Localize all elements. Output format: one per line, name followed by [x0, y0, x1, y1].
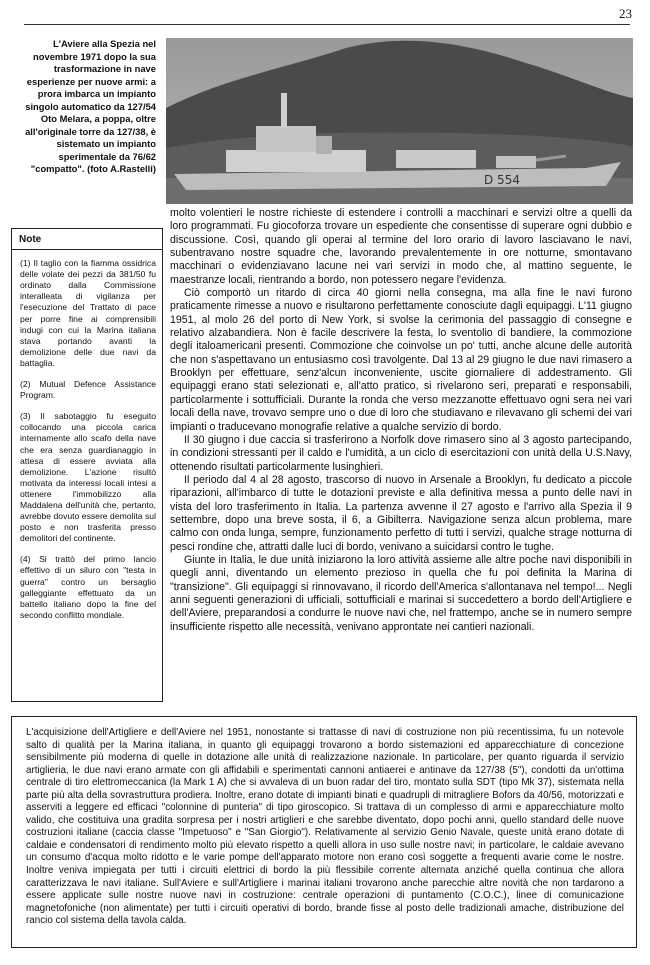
note-4: (4) Si trattò del primo lancio effettivo di un siluro con "testa in guerra" contro un bersaglio galleggiante effettuato da un battello italiano dopo la fine del secondo conflitto mondiale. [20, 554, 156, 620]
note-2: (2) Mutual Defence Assistance Program. [20, 379, 156, 401]
notes-box [11, 228, 163, 702]
main-text [170, 207, 632, 634]
paragraph: Il periodo dal 4 al 28 agosto, trascorso di nuovo in Arsenale a Brooklyn, fu dedicato a piccole riparazioni, all'imbarco di tutte le dotazioni previste e alla definitiva messa a punto delle navi in vista del loro trasferimento in Italia. La partenza avvenne il 27 agosto e l'arrivo alla Spezia il 9 settembre, dopo una breve sosta, il 6, a Gibilterra. Navigazione senza alcun problema, mare calmo con onda lunga, sempre, funzionamento perfetto di tutti i servizi, qualche strage notturna di pesci rondine che, attratti dalle luci di bordo, venivano a suicidarsi contro le tughe. [170, 473, 632, 553]
box-text: L'acquisizione dell'Artigliere e dell'Aviere nel 1951, nonostante si trattasse di navi di costruzione non più recentissima, fu un notevole salto di qualità per la Marina italiana, in quanto gli equipaggi trovarono a bordo sistemazioni ed apparecchiature di concezione sensibilmente più moderna di quelle in dotazione alle unità di realizzazione nazionale. In particolare, per quanto riguarda il servizio artiglieria, le due navi erano armate con gli affidabili e sperimentati cannoni antiaerei e antinave da 127/38 (5"), condotti da un'ottima centrale di tiro elettromeccanica (la Mark 1 A) che si avvaleva di un buon radar del tiro, montato sulla SDT (tipo Mk 37), sistemata nella parte più alta della sovrastruttura prodiera. Inoltre, erano dotate di impianti binati e quadrupli di mitragliere Bofors da 40/56, motorizzati e asserviti a leggere ed efficaci "colonnine di punteria" di tipo giroscopico. Si trattava di un complesso di armi e apparecchiature molto valido, che costituiva una gradita sorpresa per i nostri artiglieri e che sarebbe diventato, dopo pochi anni, quello standard delle nuove costruzioni italiane (caccia classe "Impetuoso" e "San Giorgio"). Relativamente al servizio Genio Navale, queste unità erano dotate di caldaie e condensatori di rendimento molto più elevato rispetto a quelli allora in uso sulle nostre navi; in particolare, le caldaie avevano un consumo d'acqua molto ridotto e le varie pompe dell'apparato motore non erano così soggette a frequenti avarie come le nostre. Inoltre veniva impiegata per tutti i circuiti elettrici di bordo la più flessibile corrente alternata anziché quella continua che allora caratterizzava le navi italiane. Sull'Aviere e sull'Artigliere i marinai italiani trovarono anche parecchie altre novità che non tardarono a essere applicate sulle nostre nuove navi in costruzione: centrale operazioni di puntamento (C.O.C.), linee di comunicazione magnetofoniche (non alimentate) per tutti i circuiti operativi di bordo, brande fisse al posto delle tradizionali amache, distribuzione del rancio col sistema della tavola calda. [26, 727, 624, 927]
paragraph: Giunte in Italia, le due unità iniziarono la loro attività assieme alle altre poche navi disponibili in quegli anni, diventando un elemento prezioso in quella che fu poi definita la Marina di "transizione". Gli equipaggi si rinnovavano, il ricordo dell'America s'allontanava nel tempo!... Negli anni seguenti generazioni di ufficiali, sottufficiali e marinai si succedettero a bordo dell'Artigliere e dell'Aviere, preparandosi a condurre le nuove navi che, nel frattempo, anche se in numero sempre insufficiente rispetto alle necessità, venivano approntate nei cantieri nazionali. [170, 553, 632, 633]
note-1: (1) Il taglio con la fiamma ossidrica delle volate dei pezzi da 381/50 fu ordinato dalla Commissione interalleata di vigilanza per l'esecuzione del Trattato di pace per porre fine ai comprensibili indugi con cui la Marina italiana stava portando avanti la demolizione delle due navi da battaglia. [20, 258, 156, 368]
notes-title: Note [12, 229, 162, 250]
photo-caption: L'Aviere alla Spezia nel novembre 1971 dopo la sua trasformazione in nave esperienze per nuove armi: a prora imbarca un impianto singolo automatico da 127/54 Oto Melara, a poppa, oltre all'originale torre da 127/38, è sistemato un impianto sperimentale da 76/62 "compatto". (foto A.Rastelli) [25, 38, 156, 174]
paragraph: molto volentieri le nostre richieste di estendere i controlli a macchinari e servizi oltre a quelli da loro programmati. Fu giocoforza trovare un espediente che consentisse di superare ogni dubbio e discussione. Così, quando gli operai al termine del loro orario di lavoro lasciavano le navi, subentravano nostre squadre che, lavorando prevalentemente in ore notturne, smontavano macchinari o evidenziavano lacune nei vari servizi in modo che, al mattino seguente, le maestranze locali, rientrando a bordo, non potessero negare l'evidenza. [170, 207, 632, 286]
note-3: (3) Il sabotaggio fu eseguito collocando una piccola carica internamente allo scafo della nave che era senza guardianaggio in attesa di essere avviata alla demolizione. L'azione risultò motivata da interessi locali intesi a ottenere l'immobilizzo alla Maddalena dell'unità che, pertanto, avrebbe dovuto essere demolita sul posto e non trasferita presso demolitori del continente. [20, 411, 156, 544]
header-rule [24, 24, 630, 25]
destroyer-image [166, 38, 633, 204]
hull-number: D 554 [484, 173, 520, 187]
page-number: 23 [619, 6, 632, 21]
paragraph: Il 30 giugno i due caccia si trasferirono a Norfolk dove rimasero sino al 3 agosto partecipando, in condizioni stressanti per il caldo e l'umidità, a un ciclo di esercitazioni con unità della U.S.Navy, ottenendo risultati particolarmente lusinghieri. [170, 433, 632, 473]
ship-photo [166, 38, 633, 204]
sidebar-box [11, 716, 637, 948]
paragraph: Ciò comportò un ritardo di circa 40 giorni nella consegna, ma alla fine le navi furono praticamente rimesse a nuovo e risultarono perfettamente conosciute dagli equipaggi. L'11 giugno 1951, al molo 26 del porto di New York, si svolse la cerimonia del passaggio di consegne e relativo alzabandiera. Non è facile descrivere la festa, lo sventolio di bandiere, la commozione degli italoamericani presenti. Commozione che coinvolse un po' tutti, anche alcune delle autorità che non s'aspettavano un entusiasmo così travolgente. Dal 13 al 29 giugno le due navi rimasero a Brooklyn per effettuare, senz'alcun inconveniente, uscite giornaliere di addestramento. Gli equipaggi erano stati selezionati e, all'atto pratico, si rivelarono seri, preparati e responsabili, particolarmente i sottufficiali. Durante la ronda che verso mezzanotte effettuavo ogni sera nei vari locali della nave, trovavo sempre uno o due di loro che studiavano e rilevavano gli schemi dei vari impianti o traducevano monografie relative a qualche servizio di bordo. [170, 287, 632, 433]
